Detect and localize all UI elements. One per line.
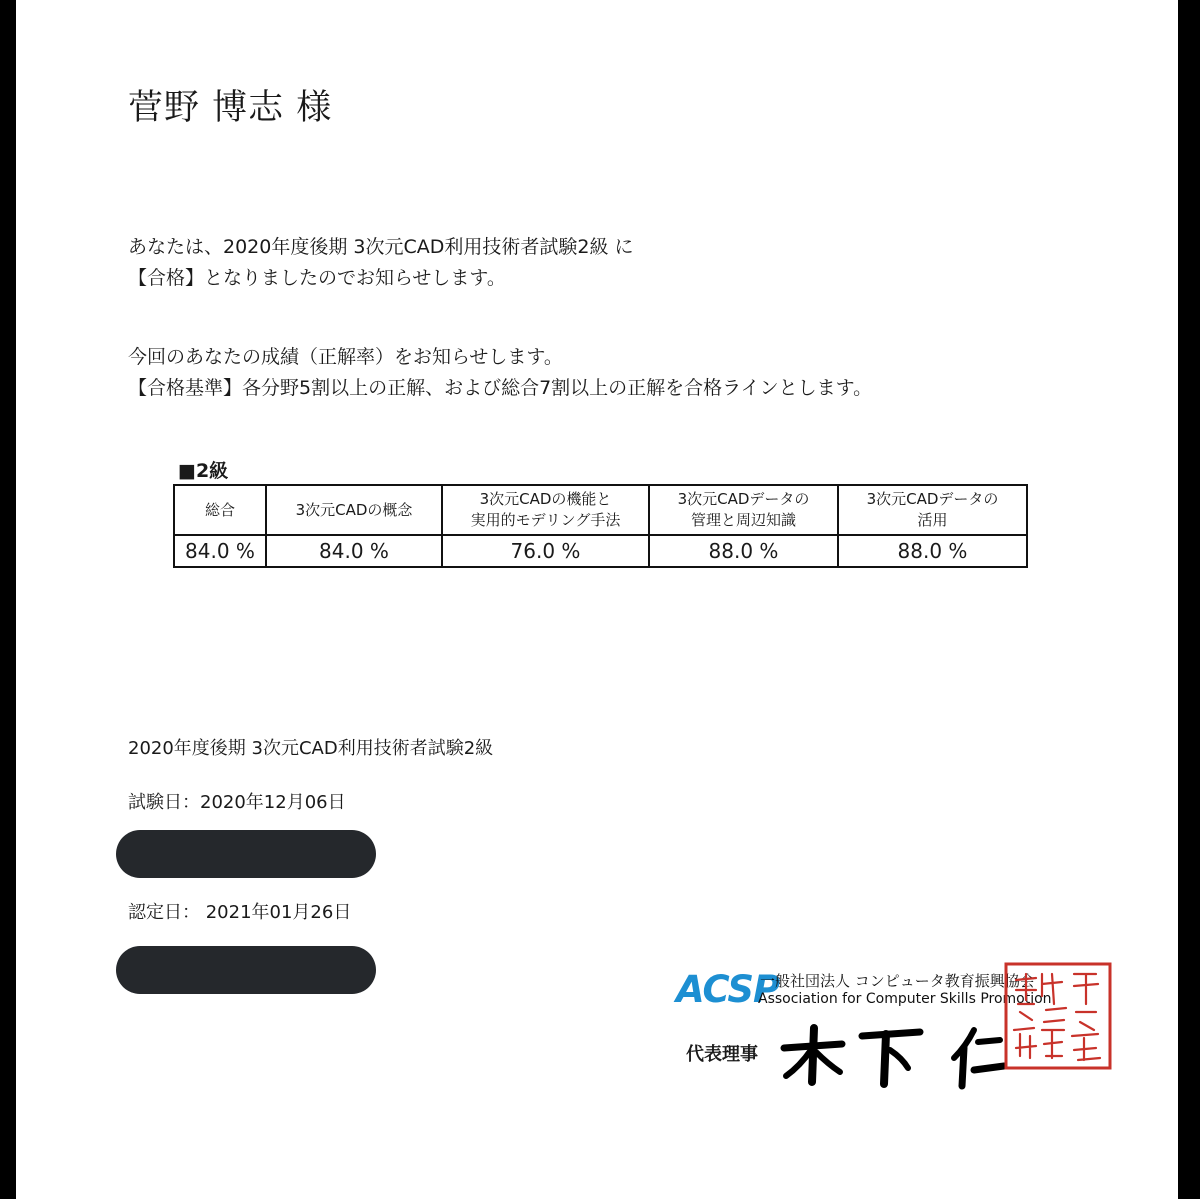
org-name-jp: 一般社団法人 コンピュータ教育振興協会 xyxy=(760,972,1035,990)
results-intro xyxy=(128,342,872,404)
redaction-bar xyxy=(116,830,376,878)
header-data-utilization: 3次元CADデータの 活用 xyxy=(838,485,1027,535)
score-functions-modeling: 76.0 % xyxy=(442,535,649,567)
header-functions-modeling: 3次元CADの機能と 実用的モデリング手法 xyxy=(442,485,649,535)
pass-notice xyxy=(128,232,634,294)
handwritten-signature xyxy=(778,1020,1008,1090)
header-data-management: 3次元CADデータの 管理と周辺知識 xyxy=(649,485,838,535)
exam-name: 2020年度後期 3次元CAD利用技術者試験2級 xyxy=(128,738,494,759)
score-table xyxy=(173,484,1028,568)
header-concepts: 3次元CADの概念 xyxy=(266,485,442,535)
representative-title: 代表理事 xyxy=(686,1044,758,1065)
recipient-name: 菅野 博志 様 xyxy=(128,88,333,128)
redaction-bar xyxy=(116,946,376,994)
right-border xyxy=(1178,0,1200,1199)
score-table-value-row xyxy=(174,535,1027,567)
results-intro-line-1: 今回のあなたの成績（正解率）をお知らせします。 xyxy=(128,346,563,368)
official-seal xyxy=(1002,960,1114,1072)
score-concepts: 84.0 % xyxy=(266,535,442,567)
results-intro-line-2: 【合格基準】各分野5割以上の正解、および総合7割以上の正解を合格ラインとします。 xyxy=(128,377,873,399)
score-overall: 84.0 % xyxy=(174,535,266,567)
score-data-utilization: 88.0 % xyxy=(838,535,1027,567)
pass-notice-line-1: あなたは、2020年度後期 3次元CAD利用技術者試験2級 に xyxy=(128,236,634,258)
org-name-en: Association for Computer Skills Promotion xyxy=(758,991,1052,1007)
left-border xyxy=(0,0,16,1199)
header-overall: 総合 xyxy=(174,485,266,535)
acsp-logo: ACSP xyxy=(676,968,780,1011)
grade-title: ■2級 xyxy=(178,460,229,482)
score-data-management: 88.0 % xyxy=(649,535,838,567)
pass-notice-line-2: 【合格】となりましたのでお知らせします。 xyxy=(128,267,506,289)
exam-date: 試験日：2020年12月06日 xyxy=(128,792,346,813)
score-table-header-row xyxy=(174,485,1027,535)
certified-date: 認定日： 2021年01月26日 xyxy=(128,902,352,923)
